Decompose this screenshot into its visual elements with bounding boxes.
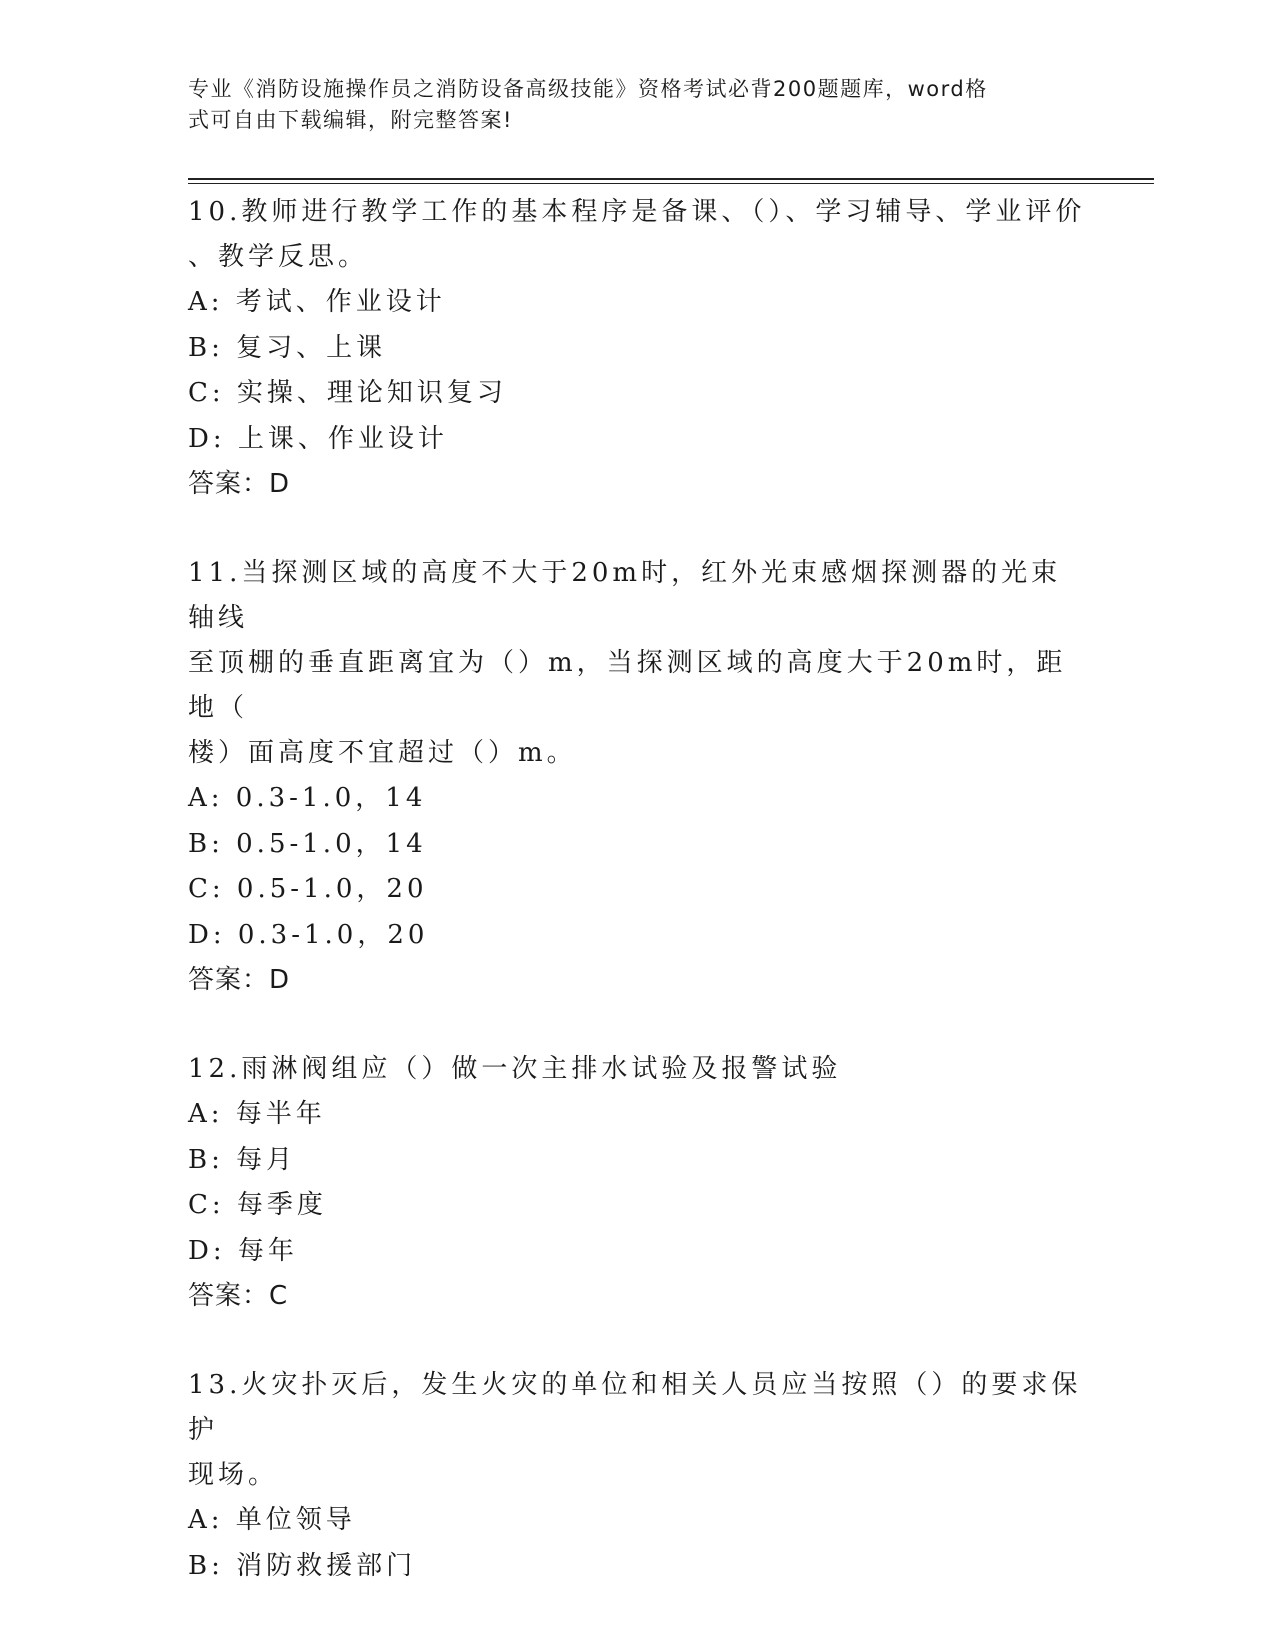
question-stem-line: 至顶棚的垂直距离宜为（）m，当探测区域的高度大于20m时，距地（ [188, 648, 1067, 723]
option-c: C: 0.5-1.0，20 [188, 874, 428, 904]
question-11 [188, 551, 1088, 1003]
question-13 [188, 1363, 1088, 1589]
option-b: B: 复习、上课 [188, 332, 387, 363]
header-divider-thick [188, 178, 1154, 180]
question-stem-line: 12.雨淋阀组应（）做一次主排水试验及报警试验 [188, 1054, 842, 1084]
option-b: B: 消防救援部门 [188, 1550, 417, 1581]
option-d: D: 上课、作业设计 [188, 423, 448, 454]
question-stem-line: 现场。 [188, 1460, 279, 1490]
document-header [188, 74, 1068, 136]
option-a: A: 0.3-1.0，14 [188, 783, 427, 813]
answer-line: 答案：D [188, 469, 291, 499]
question-stem-line: 、教学反思。 [188, 242, 369, 272]
question-12 [188, 1047, 1088, 1319]
question-stem-line: 13.火灾扑灭后，发生火灾的单位和相关人员应当按照（）的要求保护 [188, 1370, 1082, 1445]
option-c: C: 实操、理论知识复习 [188, 378, 507, 408]
question-stem-line: 10.教师进行教学工作的基本程序是备课、（）、学习辅导、学业评价 [188, 197, 1086, 227]
option-a: A: 考试、作业设计 [188, 287, 446, 317]
option-b: B: 每月 [188, 1144, 297, 1175]
header-line-2: 式可自由下载编辑，附完整答案! [188, 108, 513, 132]
header-line-1: 专业《消防设施操作员之消防设备高级技能》资格考试必背200题题库，word格 [188, 77, 988, 101]
question-stem-line: 楼）面高度不宜超过（）m。 [188, 738, 577, 768]
header-divider-thin [188, 183, 1154, 184]
option-d: D: 0.3-1.0，20 [188, 919, 429, 950]
option-a: A: 单位领导 [188, 1505, 356, 1535]
option-b: B: 0.5-1.0，14 [188, 828, 427, 859]
option-a: A: 每半年 [188, 1099, 326, 1129]
question-list [188, 190, 1088, 1633]
option-d: D: 每年 [188, 1235, 298, 1266]
answer-line: 答案：D [188, 965, 291, 995]
question-stem-line: 11.当探测区域的高度不大于20m时，红外光束感烟探测器的光束轴线 [188, 558, 1062, 633]
answer-line: 答案：C [188, 1281, 289, 1311]
option-c: C: 每季度 [188, 1190, 327, 1220]
question-10 [188, 190, 1088, 507]
